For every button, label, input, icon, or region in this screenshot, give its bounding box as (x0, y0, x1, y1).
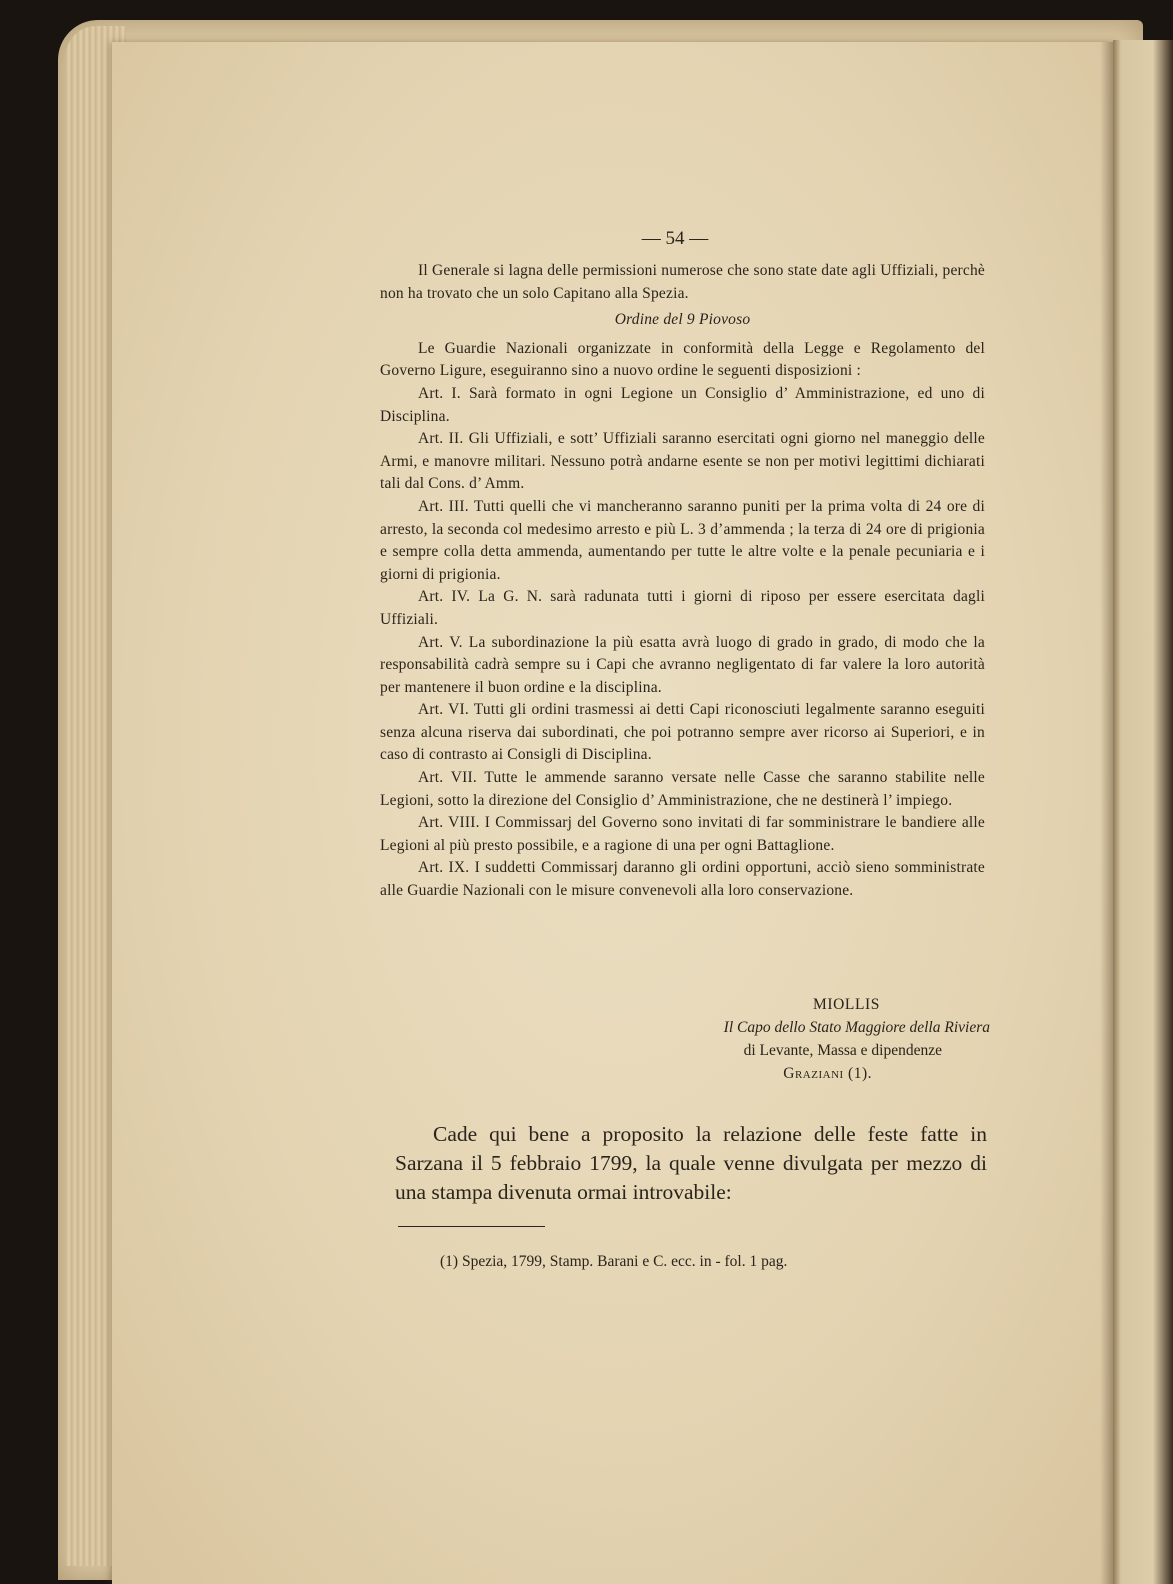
article-4: Art. IV. La G. N. sarà radunata tutti i giorni di riposo per essere esercitata dagli Uffiziali. (380, 588, 985, 628)
preamble-paragraph: Le Guardie Nazionali organizzate in conformità della Legge e Regolamento del Governo Ligure, eseguiranno sino a nuovo ordine le seguenti disposizioni : (380, 339, 985, 380)
page-number: — 54 — (641, 228, 709, 249)
facing-page-edge (1113, 40, 1173, 1584)
footnote-rule (398, 1226, 545, 1227)
main-text (380, 260, 985, 903)
article-5: Art. V. La subordinazione la più esatta avrà luogo di grado in grado, di modo che la responsabilità cadrà sempre su i Capi che avranno negligentato di far valere la loro autorità per mantenere il buon ordine e la disciplina. (380, 633, 985, 696)
article-2: Art. II. Gli Uffiziali, e sott’ Uffiziali saranno esercitati ogni giorno nel maneggio delle Armi, e manovre militari. Nessuno potrà andarne esente se non per motivi legittimi dichiarati tali dal Cons. d’ Amm. (380, 430, 985, 493)
body-paragraph: Cade qui bene a proposito la relazione delle feste fatte in Sarzana il 5 febbraio 1799, la quale venne divulgata per mezzo di una stampa divenuta ormai introvabile: (395, 1122, 987, 1204)
article-7: Art. VII. Tutte le ammende saranno versate nelle Casse che saranno stabilite nelle Legioni, sotto la direzione del Consiglio d’ Amministrazione, che ne destinerà l’ impiego. (380, 769, 985, 809)
article-1: Art. I. Sarà formato in ogni Legione un Consiglio d’ Amministrazione, ed uno di Disciplina. (380, 384, 985, 425)
footnote: (1) Spezia, 1799, Stamp. Barani e C. ecc. in - fol. 1 pag. (440, 1253, 788, 1270)
signature-author: Graziani (1). (783, 1065, 872, 1082)
article-8: Art. VIII. I Commissarj del Governo sono invitati di far somministrare le bandiere alle Legioni al più presto possibile, e a ragione di una per ogni Battaglione. (380, 814, 985, 854)
signature-name: MIOLLIS (812, 996, 880, 1013)
order-title: Ordine del 9 Piovoso (614, 311, 751, 329)
signature-block (630, 993, 990, 1085)
opening-paragraph: Il Generale si lagna delle permissioni numerose che sono state date agli Uffiziali, perchè non ha trovato che un solo Capitano alla Spezia. (380, 262, 985, 302)
article-6: Art. VI. Tutti gli ordini trasmessi ai detti Capi riconosciuti legalmente saranno eseguiti senza alcuna riserva dai subordinati, che poi potranno sempre aver ricorso ai Superiori, e in caso di contrasto ai Consigli di Disciplina. (380, 701, 985, 764)
article-9: Art. IX. I suddetti Commissarj daranno gli ordini opportuni, acciò sieno somministrate alle Guardie Nazionali con le misure convenevoli alla loro conservazione. (380, 859, 985, 900)
signature-subtitle: di Levante, Massa e dipendenze (743, 1042, 942, 1059)
signature-title: Il Capo dello Stato Maggiore della Riviera (723, 1019, 990, 1036)
article-3: Art. III. Tutti quelli che vi mancheranno saranno puniti per la prima volta di 24 ore di arresto, la seconda col medesimo arresto e più L. 3 d’ammenda ; la terza di 24 ore di prigionia e sempre colla detta ammenda, aumentando per tutte le altre volte e la penale pecuniaria e i giorni di prigionia. (380, 497, 985, 583)
